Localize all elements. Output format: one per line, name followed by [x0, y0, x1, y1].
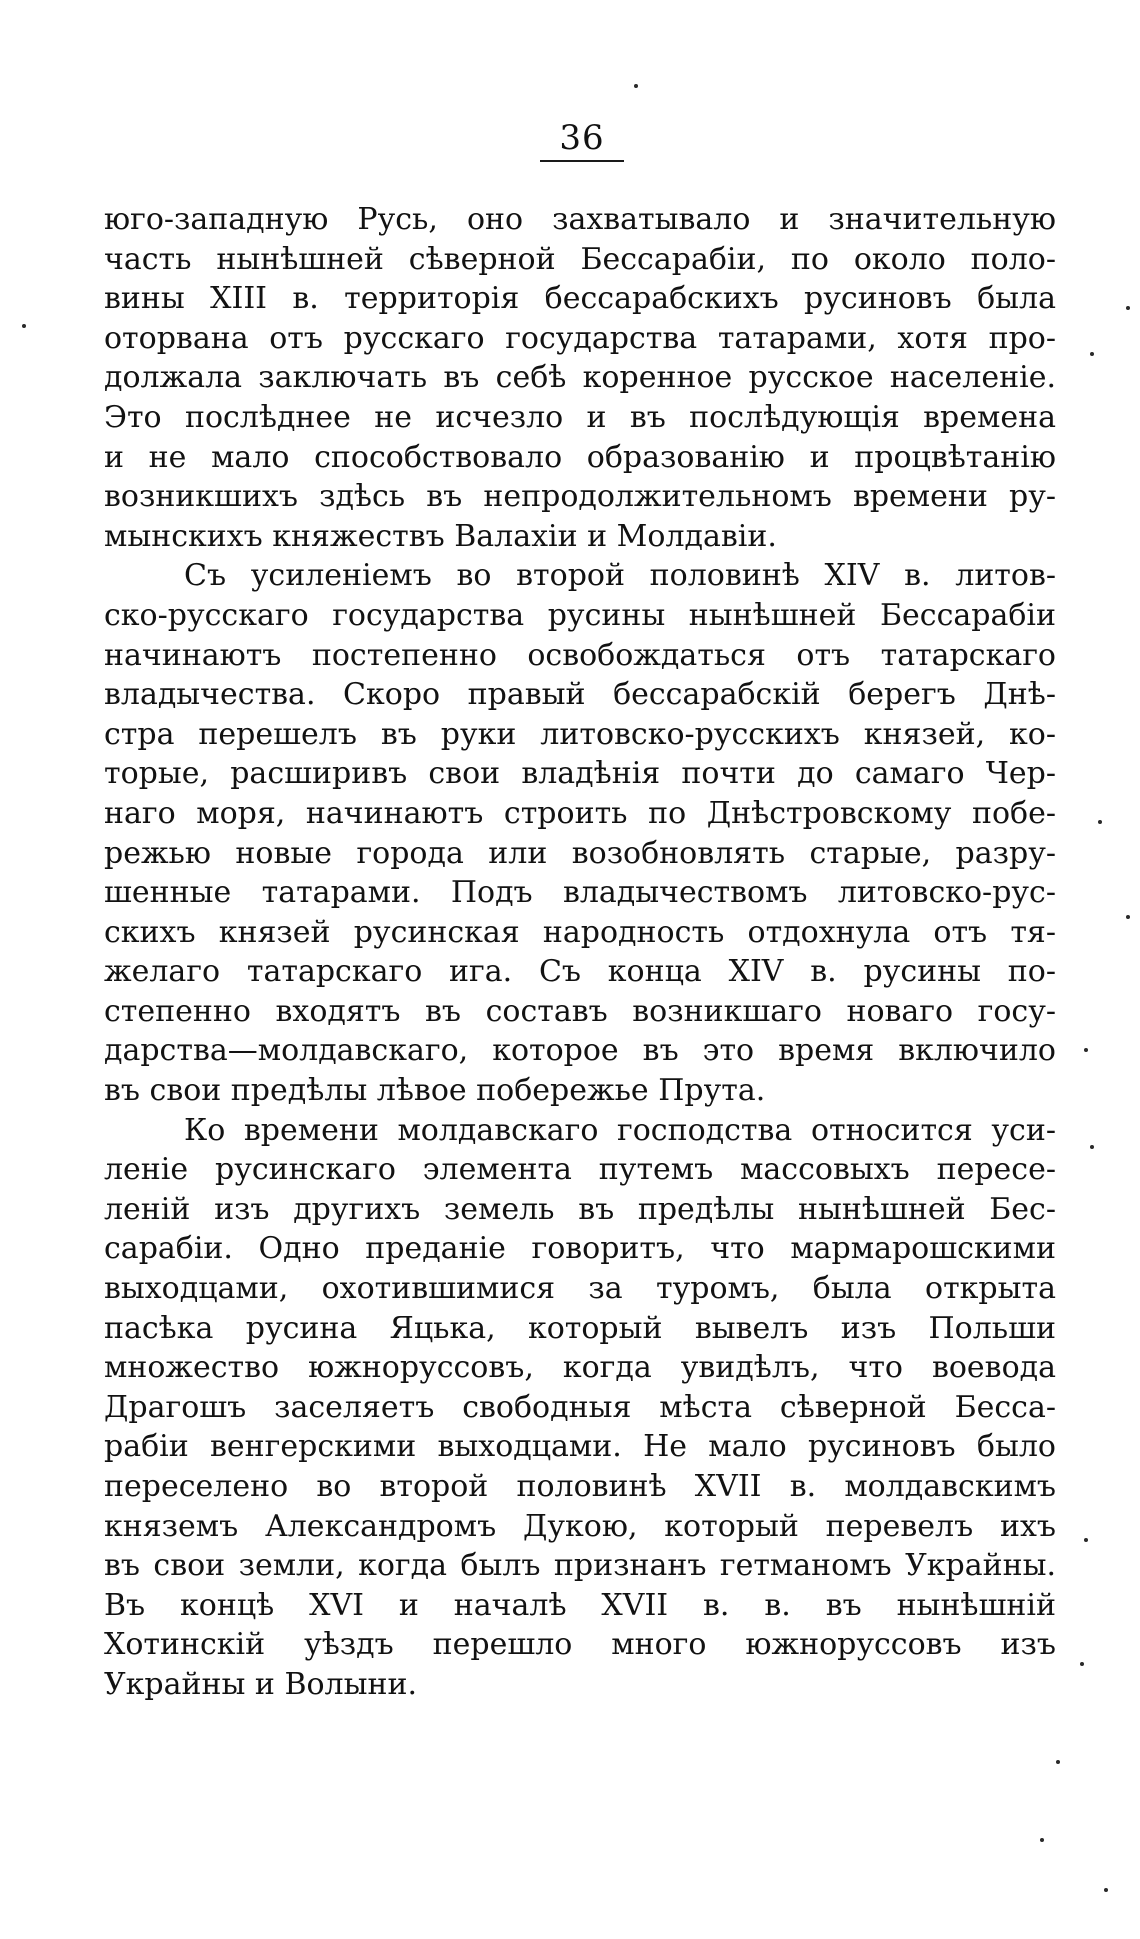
scan-speck [1126, 306, 1130, 310]
body-text [104, 200, 1056, 1705]
text-line: шенные татарами. Подъ владычествомъ литовско-рус- [104, 875, 1056, 911]
text-line: стра перешелъ въ руки литовско-русскихъ князей, ко- [104, 716, 1056, 752]
text-line: Драгошъ заселяетъ свободныя мѣста сѣверной Бесса- [104, 1389, 1056, 1425]
paragraph-2 [104, 556, 1056, 1110]
text-line: Украйны и Волыни. [104, 1666, 418, 1702]
text-line: Въ концѣ XVI и началѣ XVII в. в. въ нынѣшній [104, 1587, 1056, 1623]
scan-speck [1090, 1145, 1094, 1149]
text-line: выходцами, охотившимися за туромъ, была открыта [104, 1271, 1056, 1307]
text-line: рабіи венгерскими выходцами. Не мало русиновъ было [104, 1429, 1056, 1465]
text-line: юго-западную Русь, оно захватывало и значительную [104, 202, 1056, 237]
text-line: Хотинскій уѣздъ перешло много южноруссовъ изъ [104, 1627, 1056, 1663]
text-line: леній изъ другихъ земель въ предѣлы нынѣшней Бес- [104, 1191, 1056, 1227]
page-number: 36 [540, 118, 624, 162]
scan-speck [1090, 352, 1094, 356]
text-line: въ свои предѣлы лѣвое побережье Прута. [104, 1073, 766, 1109]
scan-speck [1098, 820, 1102, 824]
paragraph-1 [104, 200, 1056, 556]
text-line: мынскихъ княжествъ Валахіи и Молдавіи. [104, 518, 777, 554]
scan-speck [1056, 1760, 1060, 1764]
scan-speck [634, 84, 638, 88]
text-line: торые, расширивъ свои владѣнія почти до самаго Чер- [104, 756, 1056, 792]
text-line: вины XIII в. территорія бессарабскихъ русиновъ была [104, 281, 1056, 317]
text-line: сарабіи. Одно преданіе говоритъ, что мармарошскими [104, 1231, 1056, 1267]
text-line: владычества. Скоро правый бессарабскій берегъ Днѣ- [104, 677, 1056, 713]
scan-speck [1084, 1538, 1088, 1542]
text-line: дарства—молдавскаго, которое въ это время включило [104, 1033, 1056, 1069]
text-line: леніе русинскаго элемента путемъ массовыхъ пересе- [104, 1152, 1056, 1188]
text-line: скихъ князей русинская народность отдохнула отъ тя- [104, 914, 1056, 950]
text-line: желаго татарскаго ига. Съ конца XIV в. русины по- [104, 954, 1056, 990]
text-line: должала заключать въ себѣ коренное русское населеніе. [104, 360, 1056, 396]
paragraph-3 [104, 1111, 1056, 1705]
text-line: множество южноруссовъ, когда увидѣлъ, что воевода [104, 1350, 1056, 1386]
text-line: начинаютъ постепенно освобождаться отъ татарскаго [104, 637, 1056, 673]
text-line: Ко времени молдавскаго господства относится уси- [184, 1112, 1056, 1148]
text-line: ско-русскаго государства русины нынѣшней Бессарабіи [104, 597, 1056, 633]
scan-speck [1080, 1662, 1084, 1666]
text-line: оторвана отъ русскаго государства татарами, хотя про- [104, 320, 1056, 356]
text-line: переселено во второй половинѣ XVII в. молдавскимъ [104, 1469, 1056, 1504]
scan-speck [22, 324, 26, 328]
text-line: княземъ Александромъ Дукою, который перевелъ ихъ [104, 1508, 1056, 1544]
text-line: степенно входятъ въ составъ возникшаго новаго госу- [104, 993, 1056, 1029]
text-line: въ свои земли, когда былъ признанъ гетманомъ Украйны. [104, 1548, 1056, 1584]
text-line: пасѣка русина Яцька, который вывелъ изъ Польши [104, 1310, 1056, 1346]
scan-speck [1040, 1838, 1044, 1842]
scan-speck [1084, 1048, 1088, 1052]
text-line: наго моря, начинаютъ строить по Днѣстровскому побе- [104, 795, 1056, 831]
scan-speck [1104, 1888, 1108, 1892]
scan-speck [1126, 915, 1130, 919]
text-line: Это послѣднее не исчезло и въ послѣдующія времена [104, 399, 1056, 435]
text-line: режью новые города или возобновлять старые, разру- [104, 835, 1056, 871]
text-line: возникшихъ здѣсь въ непродолжительномъ времени ру- [104, 479, 1056, 515]
text-line: и не мало способствовало образованію и процвѣтанію [104, 439, 1056, 475]
text-line: Съ усиленіемъ во второй половинѣ XIV в. литов- [184, 558, 1056, 594]
text-line: часть нынѣшней сѣверной Бессарабіи, по около поло- [104, 241, 1056, 277]
